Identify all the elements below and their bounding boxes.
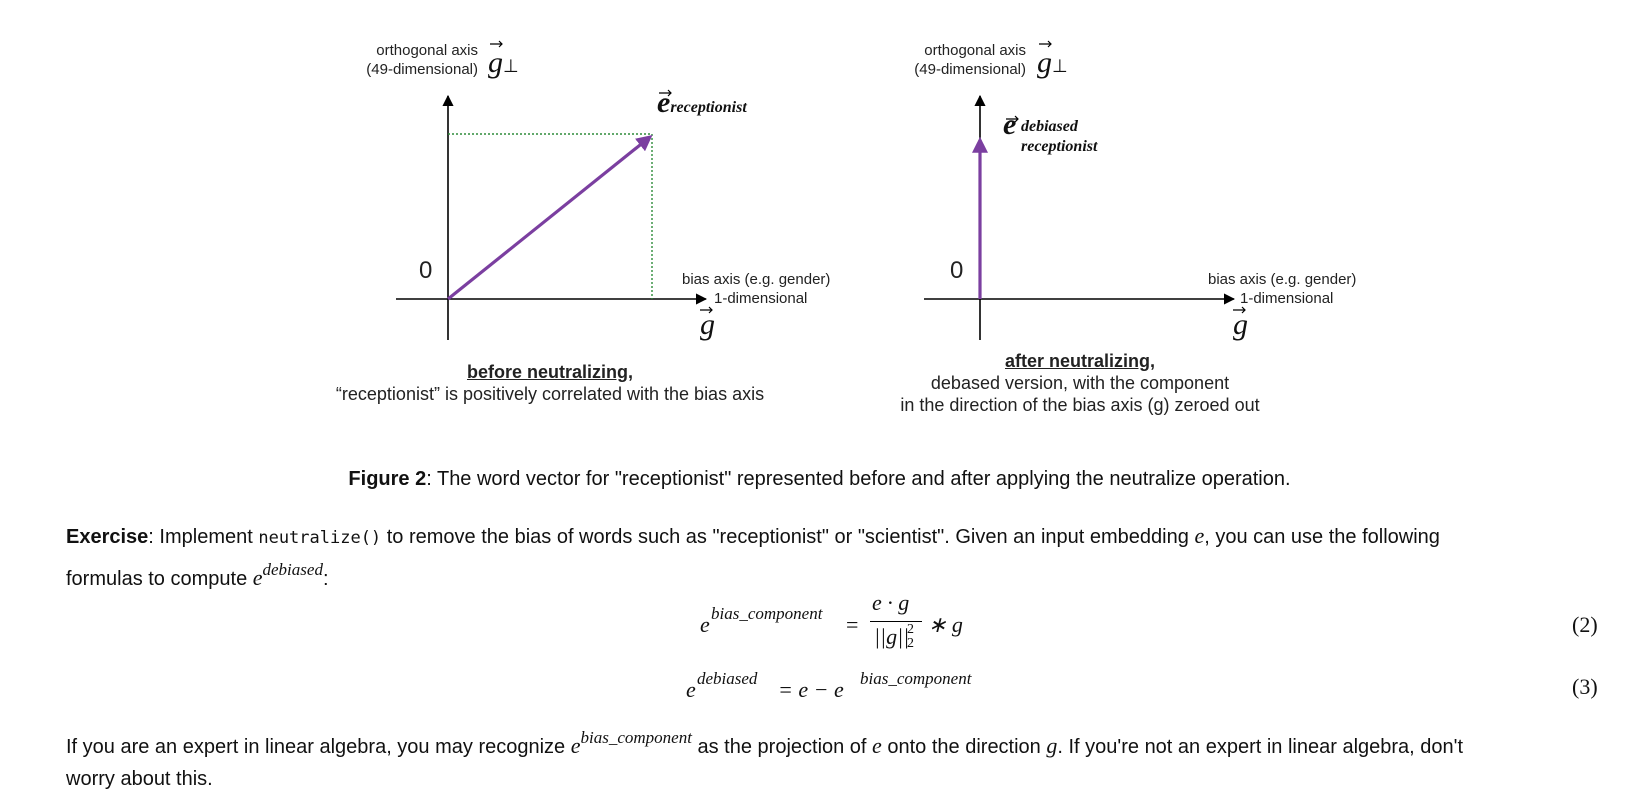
eq3-lhs-base: e xyxy=(686,677,696,702)
vector-accent-marks xyxy=(490,41,1245,313)
eq2-number: (2) xyxy=(1572,612,1598,637)
left-bias-axis-line1: bias axis (e.g. gender) xyxy=(682,271,831,288)
left-receptionist-vector xyxy=(448,137,650,299)
closing-text1: If you are an expert in linear algebra, you may recognize xyxy=(66,736,571,758)
right-caption-bold: after neutralizing, xyxy=(1004,351,1156,371)
right-orthogonal-line1: orthogonal axis xyxy=(924,42,1026,59)
closing-bias-sup: bias_component xyxy=(580,728,692,747)
right-caption-line2: debased version, with the component xyxy=(930,373,1230,393)
right-bias-axis-line2: 1-dimensional xyxy=(1240,290,1334,307)
exercise-text5: : xyxy=(322,568,329,590)
left-bias-axis-label xyxy=(682,270,830,308)
exercise-e-debiased: e xyxy=(252,565,263,590)
right-orthogonal-line2: (49-dimensional) xyxy=(914,61,1026,78)
exercise-text2: to remove the bias of words such as "receptionist" or "scientist". Given an input embedding xyxy=(381,526,1195,548)
figure-caption-text: : The word vector for "receptionist" represented before and after applying the neutralize operation. xyxy=(426,468,1291,490)
eq2-fraction-bar xyxy=(870,621,922,622)
left-orthogonal-line2: (49-dimensional) xyxy=(366,61,478,78)
exercise-text3: , you can use the following xyxy=(1204,526,1440,548)
left-caption-bold: before neutralizing, xyxy=(466,362,634,382)
left-figure-caption xyxy=(280,361,820,405)
right-e-sub: receptionist xyxy=(1021,138,1098,155)
eq3-rhs-sup: bias_component xyxy=(860,669,972,688)
neutralize-code: neutralize() xyxy=(258,528,382,548)
right-g-perp-base: g xyxy=(1037,46,1052,79)
exercise-text4: formulas to compute xyxy=(66,568,253,590)
eq3-lhs-sup: debiased xyxy=(697,669,758,688)
eq2-rhs: ∗ g xyxy=(928,612,963,637)
left-e-base: e xyxy=(657,86,671,119)
left-g-symbol: g xyxy=(700,308,715,341)
right-origin-label: 0 xyxy=(950,257,964,284)
right-g-perp-symbol xyxy=(1037,46,1068,80)
eq2-den-base: ||g|| xyxy=(874,624,910,649)
right-bias-axis-line1: bias axis (e.g. gender) xyxy=(1208,271,1357,288)
exercise-debiased-sup: debiased xyxy=(262,560,323,579)
eq2-denominator xyxy=(874,624,909,650)
closing-text5: worry about this. xyxy=(66,768,213,790)
right-caption-line3: in the direction of the bias axis (g) zeroed out xyxy=(900,395,1260,415)
right-e-debiased-label xyxy=(1003,108,1098,155)
closing-paragraph xyxy=(66,722,1626,795)
eq3-number: (3) xyxy=(1572,674,1598,699)
left-orthogonal-axis-label xyxy=(340,41,478,79)
left-g-perp-symbol xyxy=(488,46,519,80)
left-orthogonal-line1: orthogonal axis xyxy=(376,42,478,59)
eq2-den-sup: 2 xyxy=(907,622,914,637)
left-origin-label: 0 xyxy=(419,257,433,284)
closing-e-symbol: e xyxy=(570,733,581,758)
right-g-symbol: g xyxy=(1233,308,1248,341)
right-bias-axis-label xyxy=(1208,270,1356,308)
figure-caption-label: Figure 2 xyxy=(348,468,427,490)
left-caption-line2: “receptionist” is positively correlated with the bias axis xyxy=(335,384,765,404)
eq2-lhs-sup: bias_component xyxy=(711,604,823,623)
eq3-rhs: = e − e xyxy=(778,677,844,702)
closing-e2-symbol: e xyxy=(872,733,882,758)
right-e-base: e xyxy=(1003,108,1017,141)
right-orthogonal-axis-label xyxy=(888,41,1026,79)
closing-text3: onto the direction xyxy=(881,736,1047,758)
right-g-perp-sub: ⊥ xyxy=(1052,56,1068,76)
eq2-numerator: e · g xyxy=(872,590,910,615)
eq2-den-sub: 2 xyxy=(907,636,914,651)
left-g-perp-sub: ⊥ xyxy=(503,56,519,76)
eq2-equals: = xyxy=(846,612,859,637)
right-e-sup: debiased xyxy=(1021,118,1078,135)
eq2-lhs-base: e xyxy=(700,612,710,637)
closing-text2: as the projection of xyxy=(691,736,873,758)
exercise-label: Exercise xyxy=(66,526,149,548)
closing-g-symbol: g xyxy=(1046,733,1058,758)
equation-2 xyxy=(700,590,1000,668)
exercise-paragraph xyxy=(66,520,1626,595)
figure-caption xyxy=(0,468,1639,491)
right-figure-caption xyxy=(820,350,1340,416)
equation-3 xyxy=(686,668,1006,702)
left-bias-axis-line2: 1-dimensional xyxy=(714,290,808,307)
left-e-sub: receptionist xyxy=(670,99,747,116)
left-g-perp-base: g xyxy=(488,46,503,79)
exercise-text1: : Implement xyxy=(148,526,259,548)
left-e-receptionist-label xyxy=(657,86,747,120)
exercise-e-symbol: e xyxy=(1194,523,1205,548)
closing-text4: . If you're not an expert in linear algebra, don't xyxy=(1057,736,1464,758)
